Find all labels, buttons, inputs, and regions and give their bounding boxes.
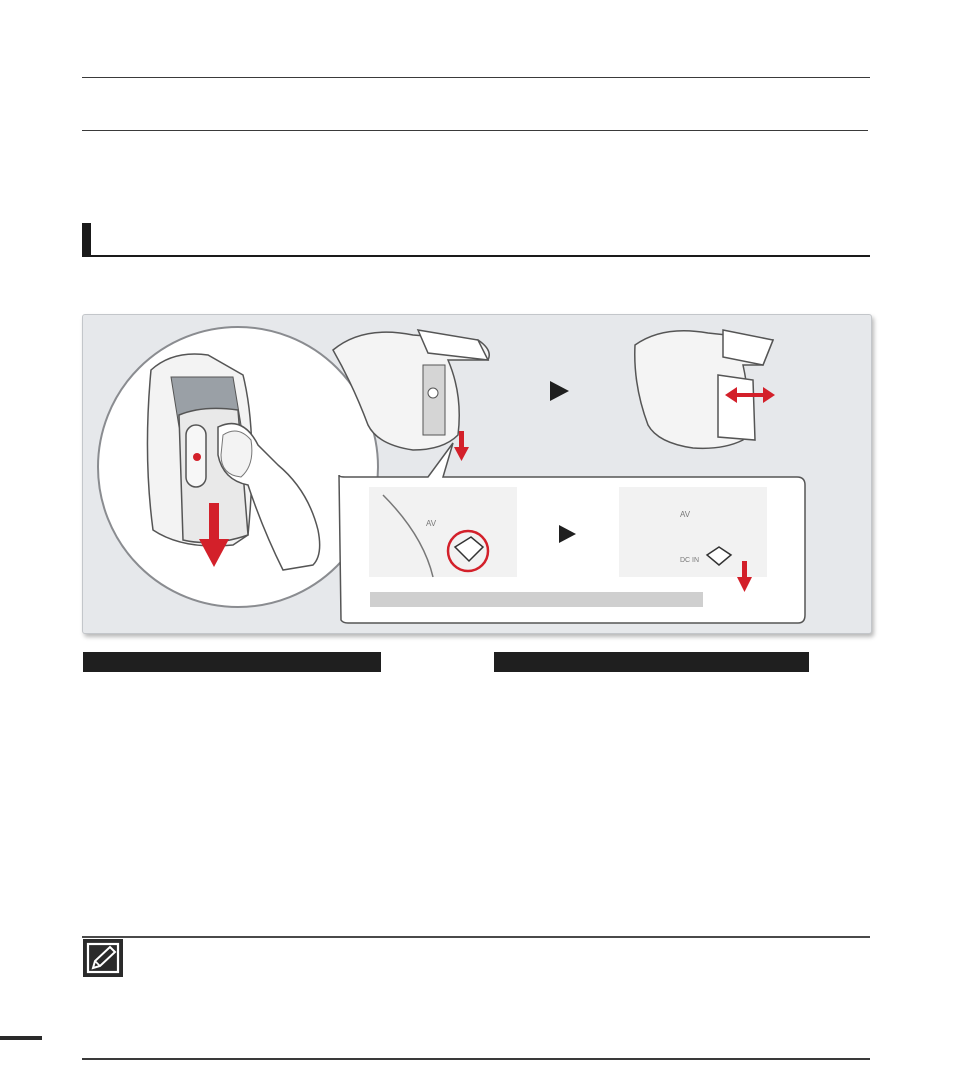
tab-bar-right bbox=[494, 652, 809, 672]
port-label-dc-in: DC IN bbox=[680, 557, 700, 564]
tab-bar-left-label bbox=[83, 655, 89, 669]
tab-bar-right-label bbox=[494, 655, 500, 669]
note-pencil-icon bbox=[83, 939, 123, 977]
zoom-callout bbox=[98, 327, 378, 607]
note-rule bbox=[82, 936, 870, 938]
header-rule-bottom bbox=[82, 130, 868, 131]
section-heading-rule bbox=[82, 255, 870, 257]
tab-bar-left bbox=[83, 652, 381, 672]
port-label-av-2: AV bbox=[680, 510, 691, 519]
camera-battery-slide bbox=[635, 330, 775, 448]
detail-callout bbox=[339, 443, 805, 623]
detail-caption-bar bbox=[370, 592, 703, 607]
port-label-av: AV bbox=[426, 519, 437, 528]
page-number-tab bbox=[0, 1036, 42, 1040]
header-rule-top bbox=[82, 77, 870, 78]
battery-removal-illustration bbox=[82, 314, 872, 634]
play-arrow-icon bbox=[550, 381, 569, 401]
release-button-dot bbox=[193, 453, 201, 461]
section-heading-marker bbox=[82, 223, 91, 256]
footer-rule bbox=[82, 1058, 870, 1060]
